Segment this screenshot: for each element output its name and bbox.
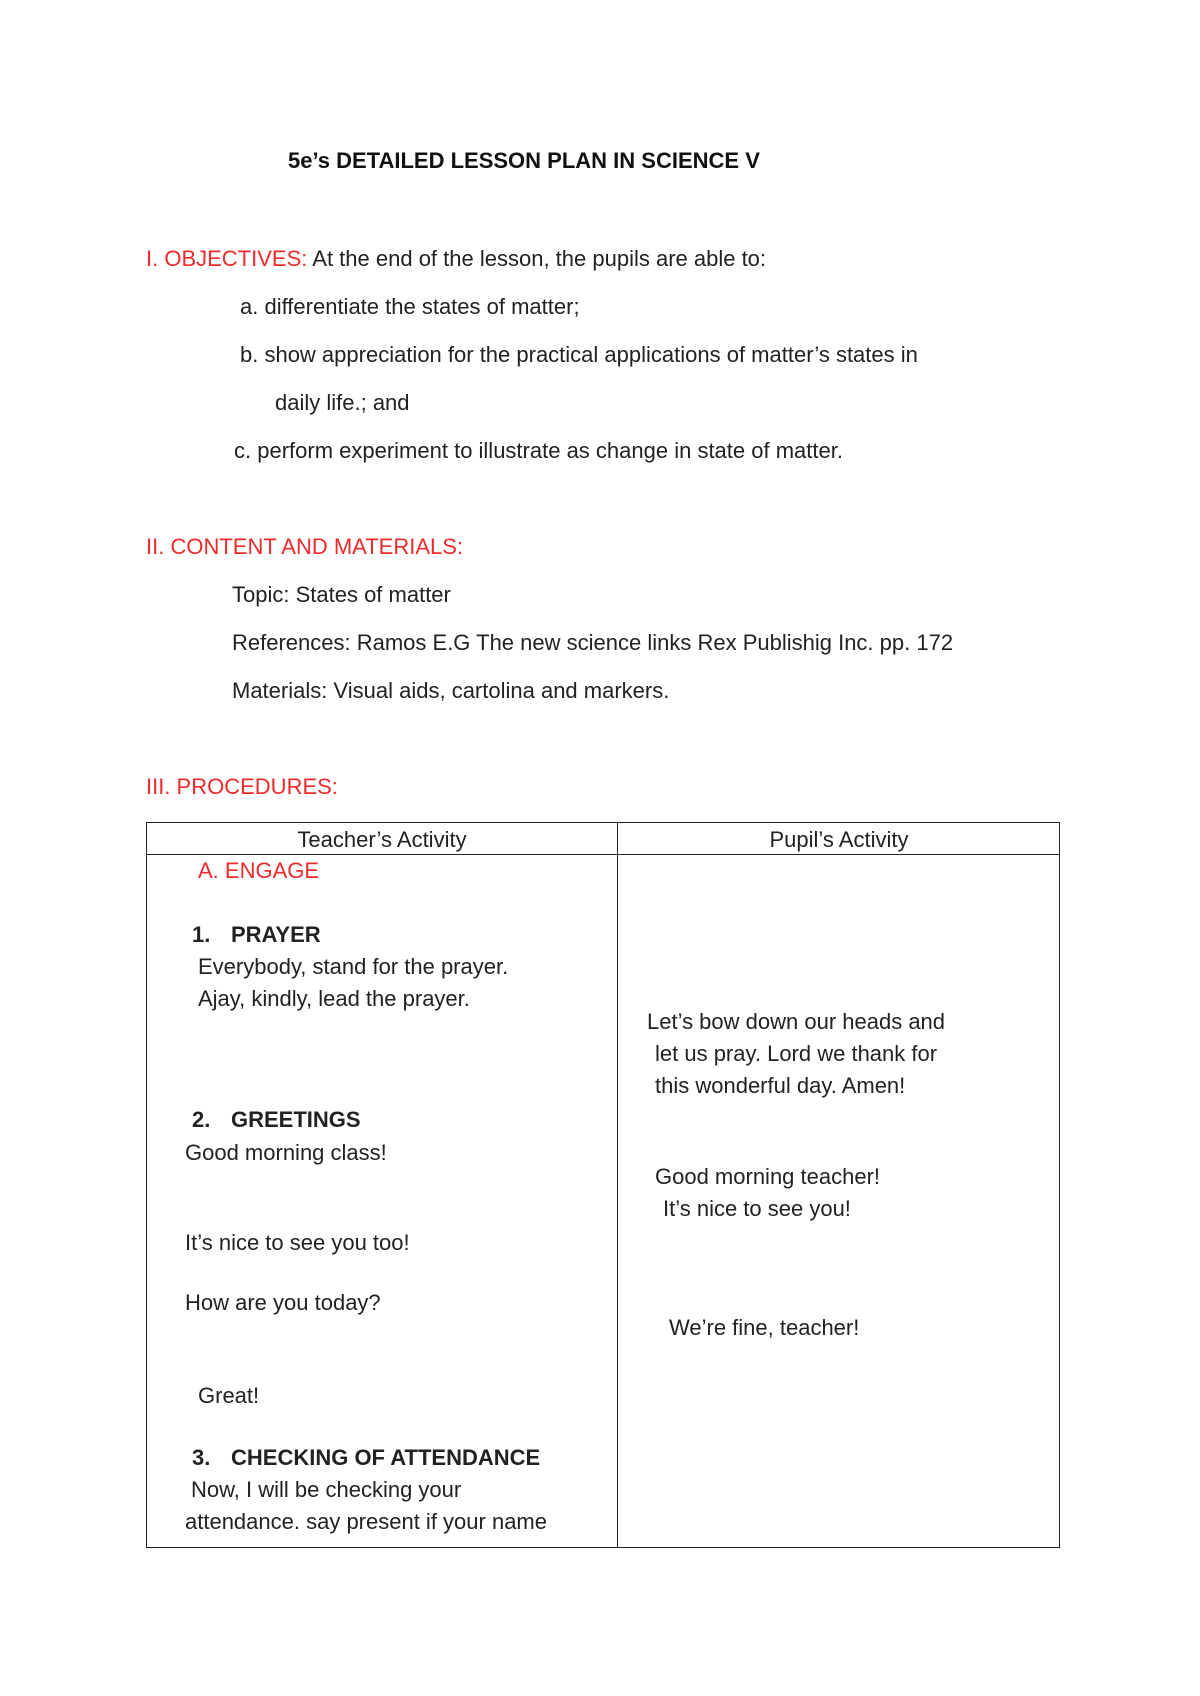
pupil-prayer-line: let us pray. Lord we thank for [655,1041,938,1066]
content-references: References: Ramos E.G The new science links Rex Publishig Inc. pp. 172 [232,630,954,655]
objectives-intro: At the end of the lesson, the pupils are able to: [312,246,767,271]
pupil-greeting-line: It’s nice to see you! [663,1196,851,1221]
table-header-teacher: Teacher’s Activity [297,827,467,852]
objective-item-a: a. differentiate the states of matter; [240,294,580,319]
table-column-divider [617,823,618,1547]
procedures-table [146,822,1060,1548]
teacher-prayer-line: Everybody, stand for the prayer. [198,954,509,979]
pupil-prayer-line: Let’s bow down our heads and [647,1009,946,1034]
procedures-heading: III. PROCEDURES: [146,774,338,799]
prayer-title: PRAYER [231,922,321,947]
pupil-fine: We’re fine, teacher! [669,1315,860,1340]
content-heading: II. CONTENT AND MATERIALS: [146,534,464,559]
greetings-title: GREETINGS [231,1107,361,1132]
objective-item-b-cont: daily life.; and [275,390,410,415]
objective-item-b: b. show appreciation for the practical applications of matter’s states in [240,342,918,367]
attendance-number: 3. [192,1445,211,1470]
prayer-number: 1. [192,922,211,947]
document-title: 5e’s DETAILED LESSON PLAN IN SCIENCE V [288,148,760,173]
engage-heading: A. ENGAGE [198,858,320,883]
greetings-number: 2. [192,1107,211,1132]
objective-item-c: c. perform experiment to illustrate as change in state of matter. [234,438,843,463]
teacher-how-are-you: How are you today? [185,1290,381,1315]
pupil-prayer-line: this wonderful day. Amen! [655,1073,906,1098]
table-header-divider [147,854,1059,855]
pupil-greeting-line: Good morning teacher! [655,1164,881,1189]
attendance-title: CHECKING OF ATTENDANCE [231,1445,541,1470]
teacher-nice-too: It’s nice to see you too! [185,1230,410,1255]
content-topic: Topic: States of matter [232,582,451,607]
table-header-pupil: Pupil’s Activity [769,827,909,852]
teacher-attendance-line: Now, I will be checking your [191,1477,462,1502]
teacher-good-morning: Good morning class! [185,1140,387,1165]
teacher-attendance-line: attendance. say present if your name [185,1509,547,1534]
teacher-prayer-line: Ajay, kindly, lead the prayer. [198,986,470,1011]
objectives-heading: I. OBJECTIVES: [146,246,308,271]
teacher-great: Great! [198,1383,260,1408]
objectives-line [146,246,766,272]
content-materials: Materials: Visual aids, cartolina and markers. [232,678,670,703]
